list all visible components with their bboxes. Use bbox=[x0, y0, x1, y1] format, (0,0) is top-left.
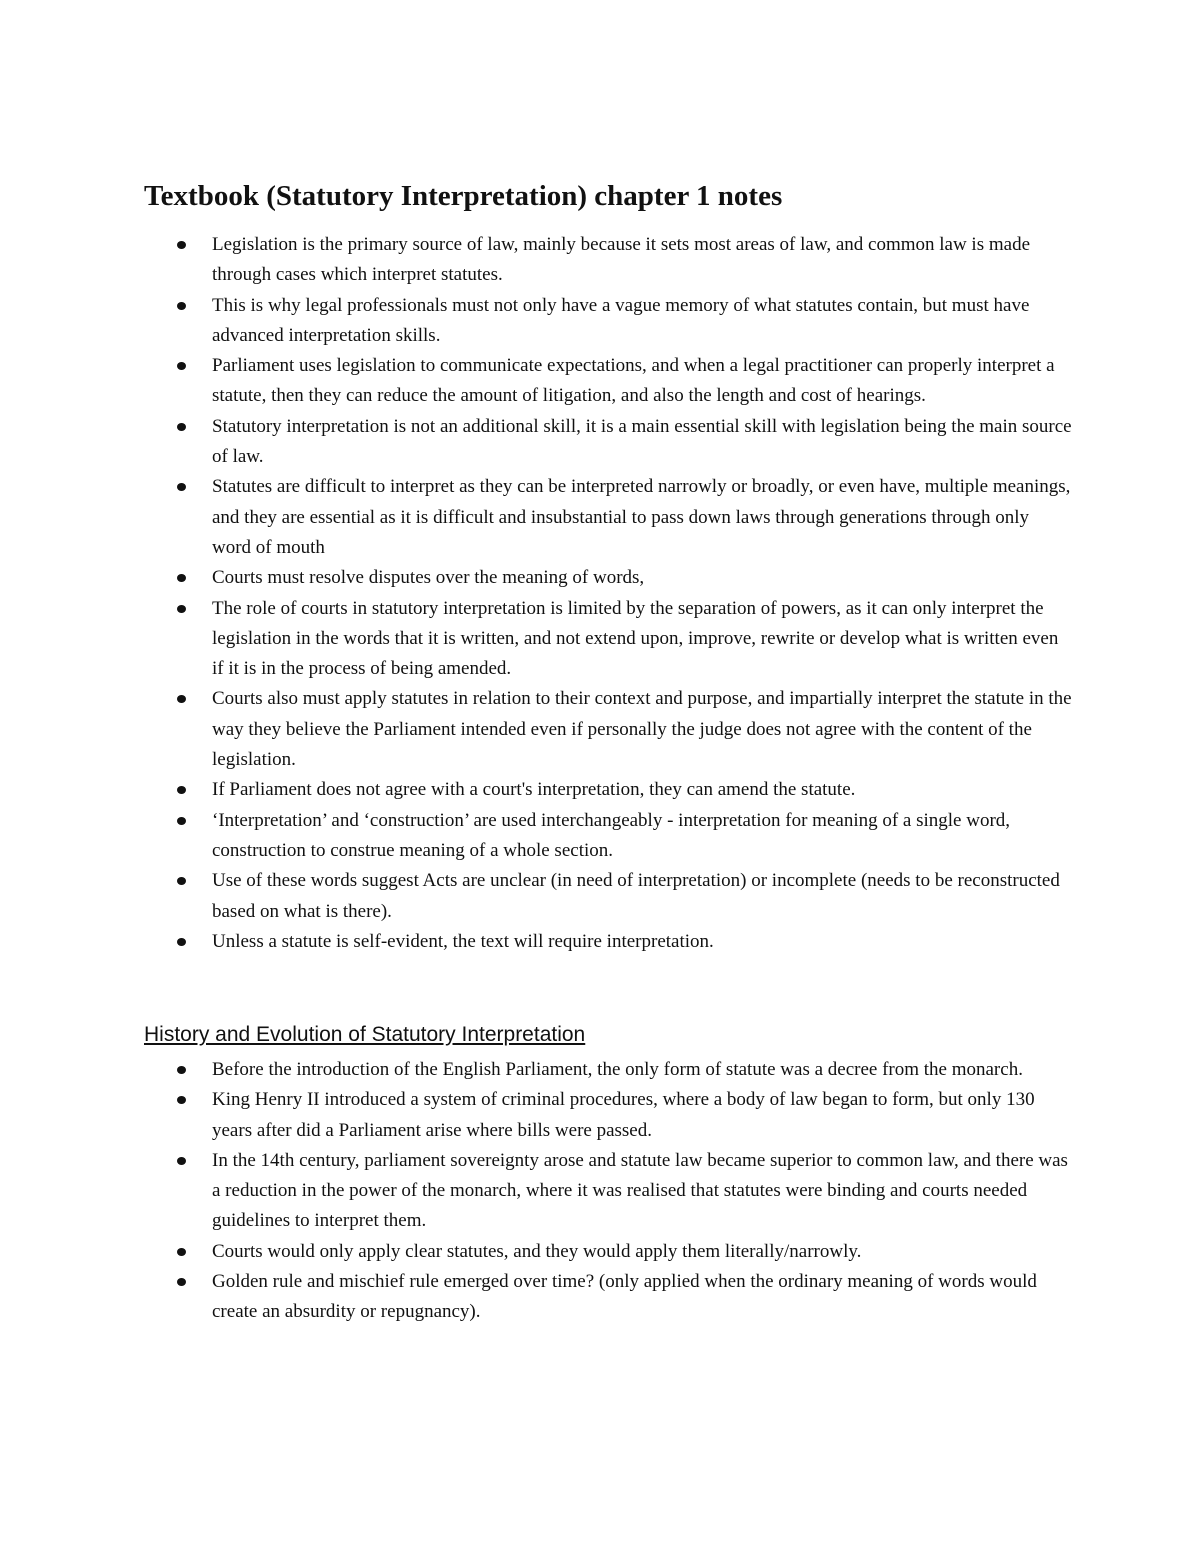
bullet-icon bbox=[177, 1248, 186, 1256]
list-item-text: King Henry II introduced a system of criminal procedures, where a body of law began to form, but only 130 years after did a Parliament arise where bills were passed. bbox=[212, 1089, 1035, 1141]
list-item-text: Courts would only apply clear statutes, and they would apply them literally/narrowly. bbox=[212, 1240, 862, 1262]
bullet-icon bbox=[177, 483, 186, 491]
history-section-heading: History and Evolution of Statutory Interpretation bbox=[144, 1023, 586, 1046]
list-item bbox=[0, 1237, 1072, 1267]
list-item-text: Statutory interpretation is not an additional skill, it is a main essential skill with legislation being the main source of law. bbox=[212, 415, 1072, 468]
bullet-icon bbox=[177, 574, 186, 582]
list-item bbox=[0, 1085, 1072, 1146]
history-notes-list bbox=[0, 1055, 1072, 1328]
list-item bbox=[0, 927, 1072, 957]
list-item bbox=[0, 563, 1072, 593]
list-item bbox=[0, 1055, 1072, 1085]
document-title: Textbook (Statutory Interpretation) chapter 1 notes bbox=[144, 180, 783, 212]
list-item bbox=[0, 230, 1072, 291]
list-item bbox=[0, 806, 1072, 867]
list-item-text: Use of these words suggest Acts are unclear (in need of interpretation) or incomplete (needs to be reconstructed based on what is there). bbox=[212, 870, 1060, 922]
bullet-icon bbox=[177, 786, 186, 794]
list-item bbox=[0, 594, 1072, 685]
list-item bbox=[0, 351, 1072, 412]
list-item-text: Unless a statute is self-evident, the text will require interpretation. bbox=[212, 930, 714, 952]
bullet-icon bbox=[177, 695, 186, 703]
list-item-text: The role of courts in statutory interpretation is limited by the separation of powers, as it can only interpret the legislation in the words that it is written, and not extend upon, improve, rewrite or develop what is written even if it is in the process of being amended. bbox=[212, 597, 1059, 680]
list-item-text: If Parliament does not agree with a court's interpretation, they can amend the statute. bbox=[212, 779, 856, 801]
list-item-text: Courts must resolve disputes over the meaning of words, bbox=[212, 567, 645, 589]
list-item-text: ‘Interpretation’ and ‘construction’ are used interchangeably - interpretation for meaning of a single word, construction to construe meaning of a whole section. bbox=[212, 809, 1011, 861]
list-item bbox=[0, 1146, 1072, 1237]
list-item bbox=[0, 684, 1072, 775]
list-item bbox=[0, 1267, 1072, 1328]
bullet-icon bbox=[177, 241, 186, 249]
bullet-icon bbox=[177, 1066, 186, 1074]
list-item-text: Legislation is the primary source of law, mainly because it sets most areas of law, and common law is made through cases which interpret statutes. bbox=[212, 234, 1031, 286]
bullet-icon bbox=[177, 877, 186, 885]
bullet-icon bbox=[177, 1157, 186, 1165]
bullet-icon bbox=[177, 362, 186, 370]
list-item-text: Courts also must apply statutes in relation to their context and purpose, and impartially interpret the statute in the way they believe the Parliament intended even if personally the judge does not agree with the content of the legislation. bbox=[212, 688, 1072, 771]
bullet-icon bbox=[177, 302, 186, 310]
notes-list bbox=[0, 230, 1072, 957]
list-item-text: Before the introduction of the English Parliament, the only form of statute was a decree from the monarch. bbox=[212, 1059, 1023, 1080]
list-item-text: Statutes are difficult to interpret as they can be interpreted narrowly or broadly, or even have, multiple meanings, and they are essential as it is difficult and insubstantial to pass down laws through generations through only word of mouth bbox=[212, 476, 1071, 558]
list-item bbox=[0, 291, 1072, 352]
bullet-icon bbox=[177, 817, 186, 825]
bullet-icon bbox=[177, 1278, 186, 1286]
list-item bbox=[0, 412, 1072, 473]
bullet-icon bbox=[177, 423, 186, 431]
list-item bbox=[0, 472, 1072, 563]
list-item bbox=[0, 866, 1072, 927]
list-item-text: Parliament uses legislation to communicate expectations, and when a legal practitioner can properly interpret a statute, then they can reduce the amount of litigation, and also the length and cost of hearings. bbox=[212, 355, 1055, 407]
bullet-icon bbox=[177, 938, 186, 946]
list-item-text: In the 14th century, parliament sovereignty arose and statute law became superior to common law, and there was a reduction in the power of the monarch, where it was realised that statutes were binding and courts needed guidelines to interpret them. bbox=[212, 1149, 1068, 1232]
list-item bbox=[0, 775, 1072, 805]
list-item-text: Golden rule and mischief rule emerged over time? (only applied when the ordinary meaning of words would create an absurdity or repugnancy). bbox=[212, 1271, 1037, 1323]
bullet-icon bbox=[177, 1096, 186, 1104]
list-item-text: This is why legal professionals must not only have a vague memory of what statutes contain, but must have advanced interpretation skills. bbox=[212, 294, 1030, 346]
bullet-icon bbox=[177, 605, 186, 613]
